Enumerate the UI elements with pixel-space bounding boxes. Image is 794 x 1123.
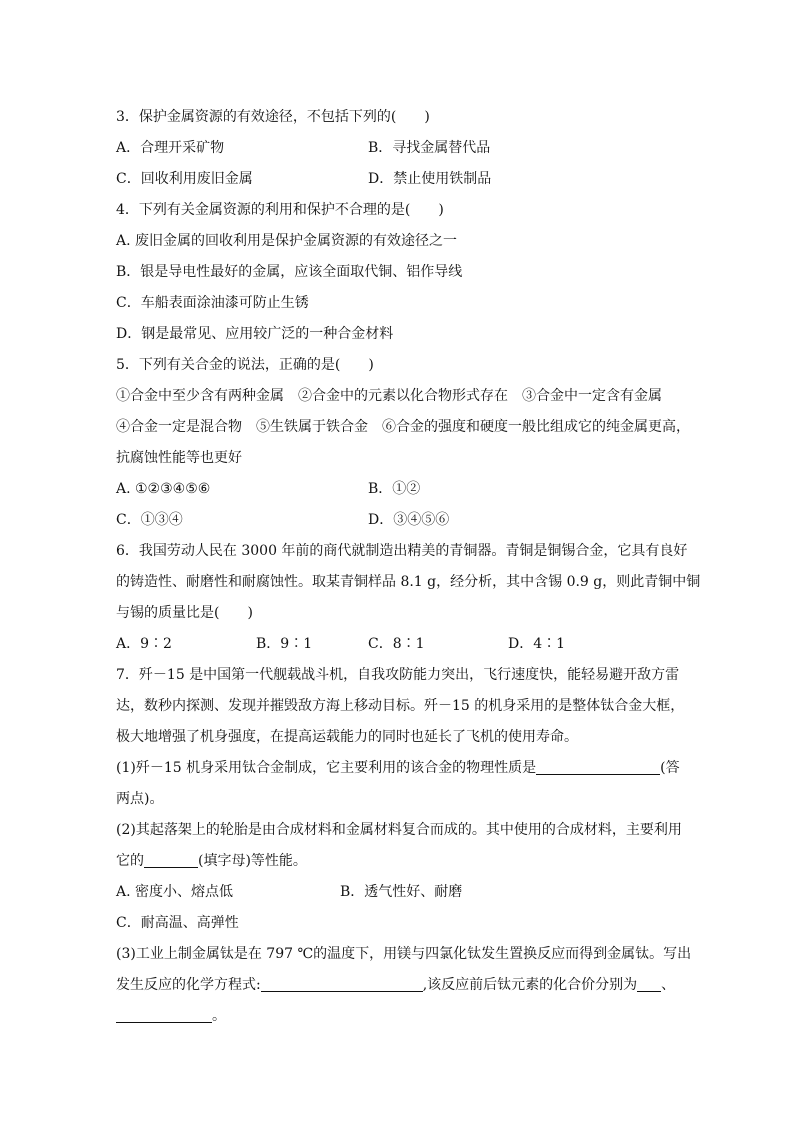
- q5-statement-line-2: ④合金一定是混合物 ⑤生铁属于铁合金 ⑥合金的强度和硬度一般比组成它的纯金属更高，: [116, 419, 690, 435]
- q7-part2-tail: (填字母)等性能。: [198, 853, 307, 869]
- q3-options-cd: [116, 164, 686, 195]
- q7-part2-continuation: [116, 846, 686, 877]
- q3-option-b: B．寻找金属替代品: [368, 140, 491, 156]
- q4-option-b: B．银是导电性最好的金属，应该全面取代铜、铝作导线: [116, 264, 463, 280]
- q7-part2-option-b: B．透气性好、耐磨: [340, 884, 463, 900]
- q5-option-d: D．③④⑤⑥: [368, 512, 450, 528]
- q7-line-1: 7．歼－15 是中国第一代舰载战斗机，自我攻防能力突出，飞行速度快，能轻易避开敌方雷: [116, 667, 680, 683]
- q5-stem: 5．下列有关合金的说法，正确的是( ): [116, 357, 374, 373]
- q7-part1-continuation: 两点)。: [116, 791, 164, 807]
- q6-options: [116, 629, 686, 660]
- q5-statement-line-3: 抗腐蚀性能等也更好: [116, 450, 242, 466]
- q6-line-2: 的铸造性、耐磨性和耐腐蚀性。取某青铜样品 8.1 g，经分析，其中含锡 0.9 g，则此青铜中铜: [116, 574, 701, 590]
- q4-option-a: A. 废旧金属的回收利用是保护金属资源的有效途径之一: [116, 233, 458, 249]
- q3-option-d: D．禁止使用铁制品: [368, 171, 492, 187]
- q7-part2-option-c: C．耐高温、高弹性: [116, 915, 239, 931]
- q7-part3-period: 。: [212, 1008, 226, 1024]
- q5-option-a: A. ①②③④⑤⑥: [116, 481, 211, 497]
- q5-statement-line-1: ①合金中至少含有两种金属 ②合金中的元素以化合物形式存在 ③合金中一定含有金属: [116, 388, 662, 404]
- q4-option-c: C．车船表面涂油漆可防止生锈: [116, 295, 309, 311]
- q6-line-3: 与锡的质量比是( ): [116, 605, 253, 621]
- q6-option-a: A．9∶2: [116, 636, 172, 652]
- q4-stem: 4．下列有关金属资源的利用和保护不合理的是( ): [116, 202, 444, 218]
- q5-option-c: C．①③④: [116, 512, 183, 528]
- q6-option-c: C．8∶1: [368, 636, 425, 652]
- q7-part3-text: 发生反应的化学方程式:: [116, 977, 261, 993]
- q5-option-b: B．①②: [368, 481, 421, 497]
- q7-part1-text: (1)歼－15 机身采用钛合金制成，它主要利用的该合金的物理性质是: [116, 760, 537, 776]
- q7-part3-line: (3)工业上制金属钛是在 797 ℃的温度下，用镁与四氯化钛发生置换反应而得到金属钛。写出: [116, 946, 692, 962]
- q7-part1-tail: (答: [660, 760, 680, 776]
- q7-part2-answer-blank[interactable]: [144, 849, 198, 868]
- q7-part1-answer-blank[interactable]: [536, 756, 660, 775]
- q7-part2-text: 它的: [116, 853, 144, 869]
- q7-part2-options-ab: [116, 877, 686, 908]
- q7-part1-line: [116, 753, 686, 784]
- q6-option-b: B．9∶1: [256, 636, 313, 652]
- q7-line-3: 极大地增强了机身强度，在提高运载能力的同时也延长了飞机的使用寿命。: [116, 729, 578, 745]
- q7-part3-continuation: [116, 970, 686, 1001]
- q7-part3-equation-blank[interactable]: [261, 973, 423, 992]
- q3-option-c: C．回收利用废旧金属: [116, 171, 253, 187]
- q7-part3-final-line: [116, 1001, 686, 1032]
- q4-option-d: D．钢是最常见、应用较广泛的一种合金材料: [116, 326, 394, 342]
- q7-part2-line: (2)其起落架上的轮胎是由合成材料和金属材料复合而成的。其中使用的合成材料，主要利用: [116, 822, 682, 838]
- q5-options-ab: [116, 474, 686, 505]
- q7-part3-separator: 、: [661, 977, 676, 993]
- q6-option-d: D．4∶1: [508, 636, 566, 652]
- q6-line-1: 6．我国劳动人民在 3000 年前的商代就制造出精美的青铜器。青铜是铜锡合金，它具有良好: [116, 543, 688, 559]
- q7-part2-option-a: A. 密度小、熔点低: [116, 884, 234, 900]
- q3-options-ab: [116, 133, 686, 164]
- q7-part3-middle: ,该反应前后钛元素的化合价分别为: [422, 977, 638, 993]
- q3-stem: 3．保护金属资源的有效途径，不包括下列的( ): [116, 109, 430, 125]
- q7-part3-valence-blank-1[interactable]: [637, 973, 661, 992]
- q7-line-2: 达，数秒内探测、发现并摧毁敌方海上移动目标。歼－15 的机身采用的是整体钛合金大框，: [116, 698, 685, 714]
- worksheet-page: [116, 102, 701, 1032]
- q3-option-a: A．合理开采矿物: [116, 140, 225, 156]
- q5-options-cd: [116, 505, 686, 536]
- q7-part3-valence-blank-2[interactable]: [116, 1004, 212, 1023]
